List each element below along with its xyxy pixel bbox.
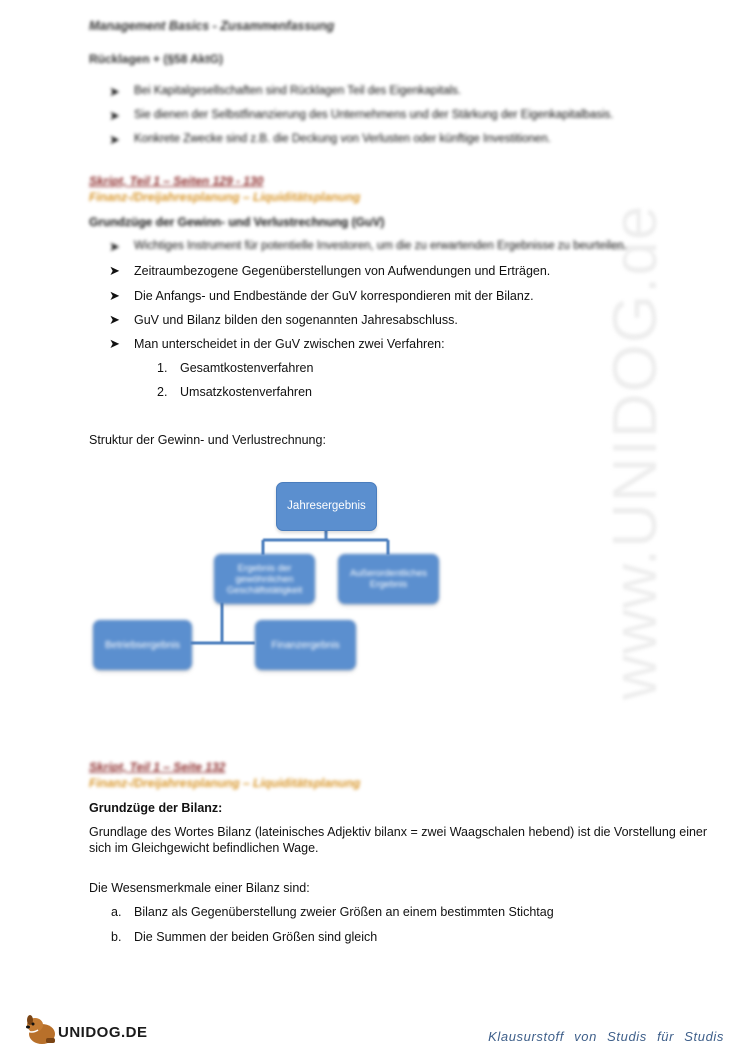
footer-tagline: Klausurstoff von Studis für Studis (488, 1029, 724, 1044)
diagram-node-root (276, 482, 377, 531)
diagram-node-ordinary-result (214, 554, 315, 604)
arrow-bullet-icon: ➤ (109, 132, 120, 147)
arrow-bullet-icon: ➤ (109, 312, 120, 327)
arrow-bullet-icon: ➤ (109, 84, 120, 99)
list-item: Konkrete Zwecke sind z.B. die Deckung von Verlusten oder künftige Investitionen. (134, 133, 551, 145)
list-item: Wichtiges Instrument für potentielle Investoren, um die zu erwartenden Ergebnisse zu beurteilen. (134, 240, 627, 252)
finance-reference: Finanz-/Dreijahresplanung – Liquiditätsplanung (89, 776, 361, 790)
arrow-bullet-icon: ➤ (109, 288, 120, 303)
diagram-node-label: Außerordentliches Ergebnis (349, 568, 428, 590)
list-item: GuV und Bilanz bilden den sogenannten Jahresabschluss. (134, 313, 458, 327)
list-item: Zeitraumbezogene Gegenüberstellungen von Aufwendungen und Erträgen. (134, 264, 551, 278)
diagram-node-label: Finanzergebnis (271, 639, 340, 651)
arrow-bullet-icon: ➤ (109, 239, 120, 254)
footer-logo: UNIDOG.DE (58, 1024, 148, 1041)
list-item: Die Anfangs- und Endbestände der GuV korrespondieren mit der Bilanz. (134, 289, 534, 303)
diagram-node-financial-result (255, 620, 356, 670)
list-item: Bilanz als Gegenüberstellung zweier Größen an einem bestimmten Stichtag (134, 905, 554, 919)
watermark: www.UNIDOG.de (601, 204, 670, 700)
list-item: Bei Kapitalgesellschaften sind Rücklagen Teil des Eigenkapitals. (134, 85, 462, 97)
list-number: 1. (157, 361, 168, 375)
diagram-node-label: Jahresergebnis (287, 500, 366, 512)
arrow-bullet-icon: ➤ (109, 263, 120, 278)
script-reference: Skript, Teil 1 – Seiten 129 - 130 (89, 174, 264, 188)
paragraph-line: sich im Gleichgewicht befindlichen Wage. (89, 841, 319, 855)
document-title: Management Basics - Zusammenfassung (89, 19, 335, 33)
numbered-item: Gesamtkostenverfahren (180, 361, 314, 375)
list-item: Sie dienen der Selbstfinanzierung des Unternehmens und der Stärkung der Eigenkapitalbasis. (134, 109, 614, 121)
diagram-node-extraordinary-result (338, 554, 439, 604)
list-marker: a. (111, 905, 122, 919)
numbered-item: Umsatzkostenverfahren (180, 385, 313, 399)
section-subtitle: Rücklagen + (§58 AktG) (89, 52, 223, 66)
list-item: Man unterscheidet in der GuV zwischen zwei Verfahren: (134, 337, 445, 351)
section-heading: Grundzüge der Gewinn- und Verlustrechnung (GuV) (89, 215, 385, 229)
section-heading: Grundzüge der Bilanz: (89, 801, 223, 815)
diagram-node-label: Ergebnis der gewöhnlichen Geschäftstätigkeit (226, 562, 303, 596)
dog-mascot-icon (22, 1012, 60, 1046)
paragraph-line: Grundlage des Wortes Bilanz (lateinisches Adjektiv bilanx = zwei Waagschalen hebend) ist die Vorstellung einer (89, 825, 708, 839)
script-reference: Skript, Teil 1 – Seite 132 (89, 760, 226, 774)
diagram-node-label: Betriebsergebnis (104, 639, 181, 651)
list-marker: b. (111, 930, 122, 944)
arrow-bullet-icon: ➤ (109, 108, 120, 123)
features-label: Die Wesensmerkmale einer Bilanz sind: (89, 881, 310, 895)
structure-label: Struktur der Gewinn- und Verlustrechnung: (89, 433, 326, 447)
list-item: Die Summen der beiden Größen sind gleich (134, 930, 378, 944)
arrow-bullet-icon: ➤ (109, 336, 120, 351)
list-number: 2. (157, 385, 168, 399)
diagram-node-operating-result (93, 620, 192, 670)
finance-reference: Finanz-/Dreijahresplanung – Liquiditätsplanung (89, 190, 361, 204)
